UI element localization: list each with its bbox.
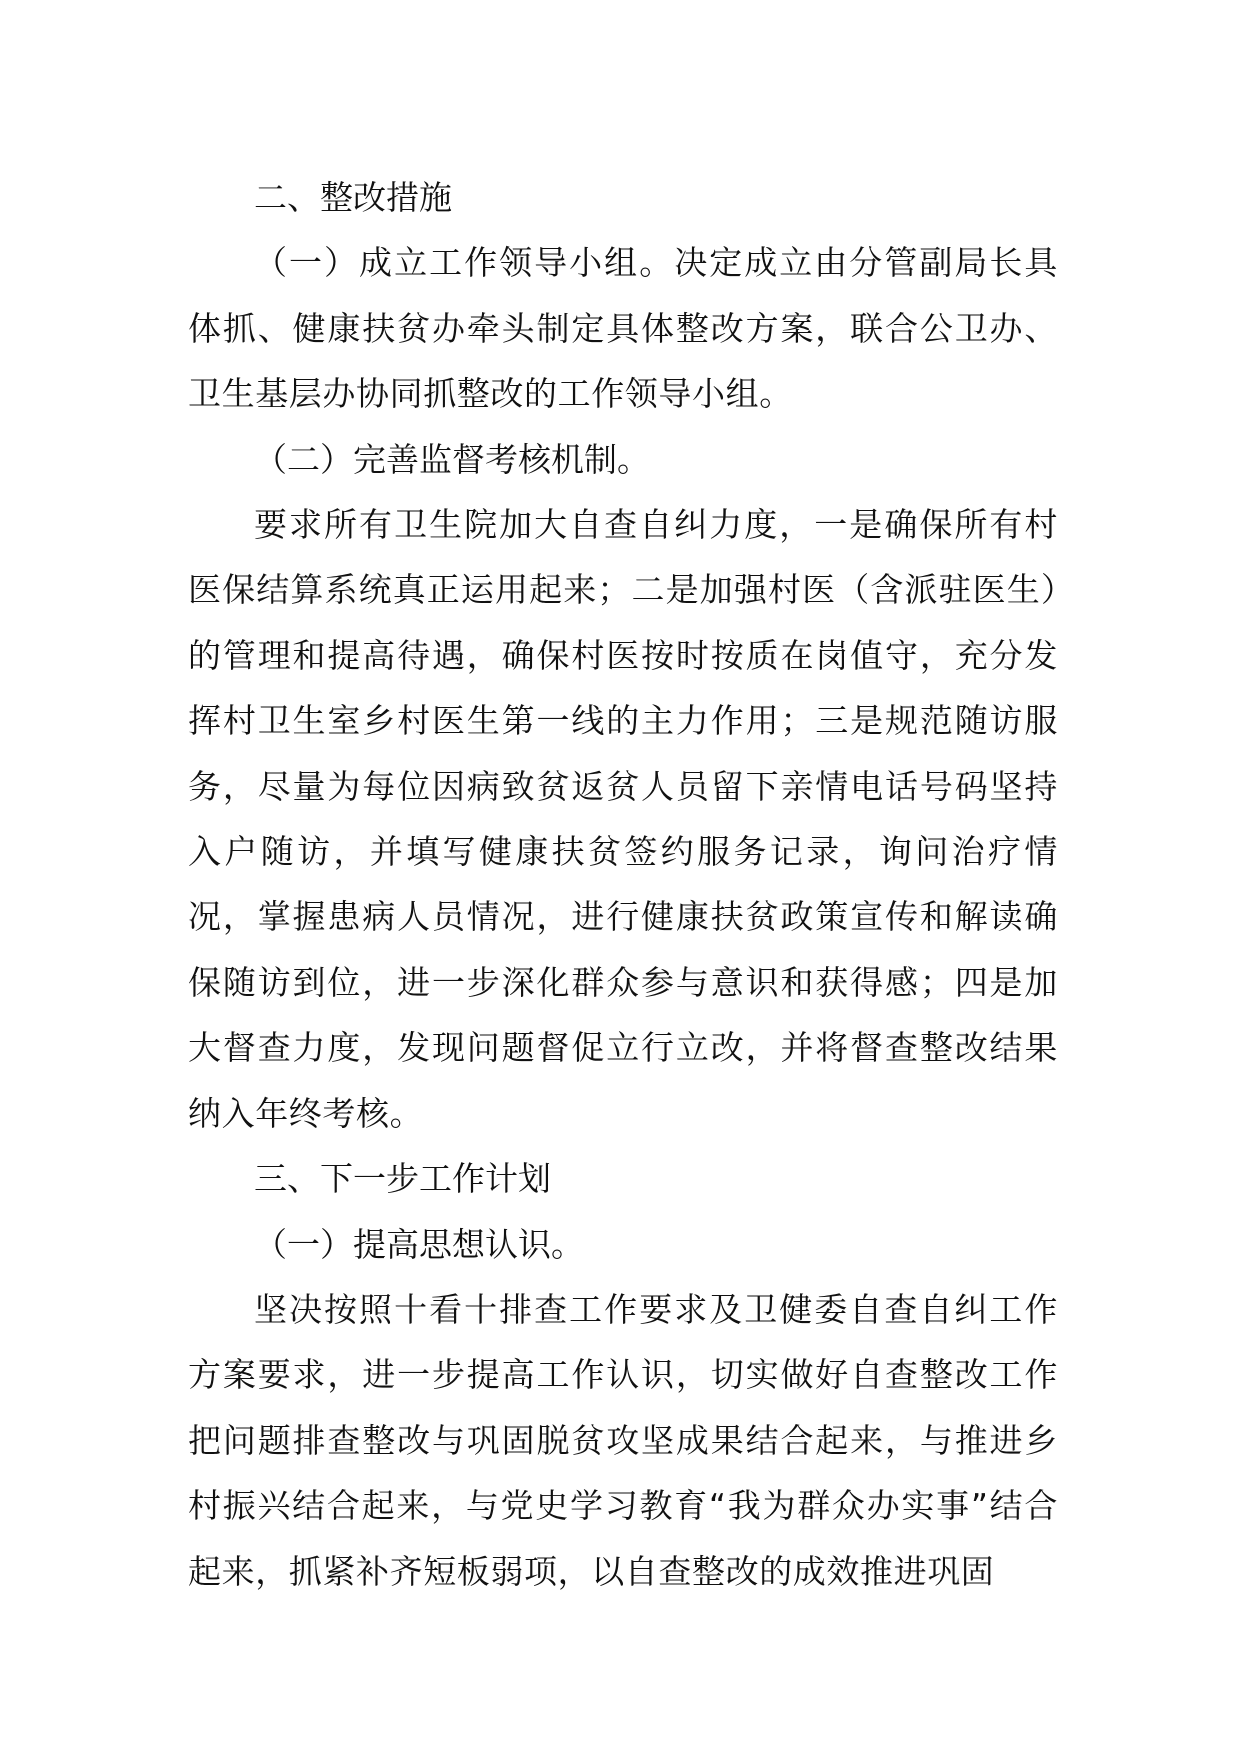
section-heading-next-plan: 三、下一步工作计划 (254, 1159, 551, 1199)
subheading-awareness: （一）提高思想认识。 (254, 1224, 584, 1264)
document-body (188, 165, 1058, 1604)
subheading-supervision: （二）完善监督考核机制。 (254, 439, 650, 479)
paragraph-leading-group: （一）成立工作领导小组。决定成立由分管副局长具体抓、健康扶贫办牵头制定具体整改方案，联合公卫办、卫生基层办协同抓整改的工作领导小组。 (188, 243, 1058, 414)
section-heading-measures: 二、整改措施 (254, 178, 452, 217)
paragraph-awareness-details: 坚决按照十看十排查工作要求及卫健委自查自纠工作方案要求，进一步提高工作认识，切实做好自查整改工作把问题排查整改与巩固脱贫攻坚成果结合起来，与推进乡村振兴结合起来，与党史学习教育“我为群众办实事”结合起来，抓紧补齐短板弱项，以自查整改的成效推进巩固 (188, 1289, 1058, 1591)
paragraph-supervision-details: 要求所有卫生院加大自查自纠力度，一是确保所有村医保结算系统真正运用起来；二是加强村医（含派驻医生）的管理和提高待遇，确保村医按时按质在岗值守，充分发挥村卫生室乡村医生第一线的主力作用；三是规范随访服务，尽量为每位因病致贫返贫人员留下亲情电话号码坚持入户随访，并填写健康扶贫签约服务记录，询问治疗情况，掌握患病人员情况，进行健康扶贫政策宣传和解读确保随访到位，进一步深化群众参与意识和获得感；四是加大督查力度，发现问题督促立行立改，并将督查整改结果纳入年终考核。 (188, 505, 1058, 1133)
